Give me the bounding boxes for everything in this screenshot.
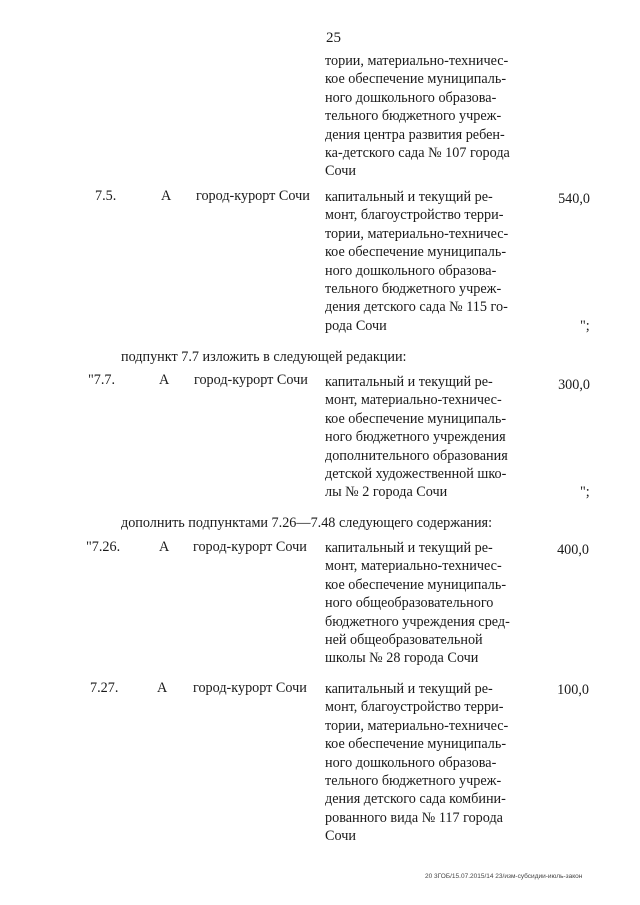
description-line: кое обеспечение муниципаль- — [325, 410, 507, 427]
entry-territory: город-курорт Сочи — [193, 680, 307, 696]
description-line: дения центра развития ребен- — [325, 126, 505, 143]
entry-territory: город-курорт Сочи — [196, 188, 310, 204]
entry-description — [325, 373, 521, 502]
entry-amount: 540,0 — [558, 191, 590, 207]
description-line: тории, материально-техничес- — [325, 717, 509, 734]
description-line: кое обеспечение муниципаль- — [325, 71, 507, 88]
entry-category: А — [159, 539, 170, 555]
entry-territory: город-курорт Сочи — [194, 372, 308, 388]
description-line: бюджетного учреждения сред- — [325, 613, 510, 630]
description-line: ного дошкольного образова- — [325, 262, 497, 279]
description-line: ка-детского сада № 107 города — [325, 145, 510, 162]
description-line: детской художественной шко- — [325, 466, 507, 483]
document-footer: 20 3ГОБ/15.07.2015/14 23/изм-субсидии-июль-закон — [425, 873, 583, 880]
description-line: кое обеспечение муниципаль- — [325, 244, 507, 261]
description-line: тельного бюджетного учреж- — [325, 108, 502, 125]
description-line: лы № 2 города Сочи — [325, 484, 448, 501]
entry-amount: 400,0 — [557, 542, 589, 558]
entry-description — [325, 539, 521, 668]
description-line: дополнительного образования — [325, 447, 508, 464]
continuation-description — [325, 52, 521, 181]
description-line: ного дошкольного образова- — [325, 754, 497, 771]
description-line: монт, материально-техничес- — [325, 392, 502, 409]
description-line: тории, материально-техничес- — [325, 225, 509, 242]
entry-description — [325, 680, 521, 846]
description-line: ного бюджетного учреждения — [325, 429, 506, 446]
entry-number: 7.27. — [90, 680, 119, 696]
description-line: ней общеобразовательной — [325, 632, 483, 649]
entry-category: А — [159, 372, 170, 388]
instruction-paragraph: подпункт 7.7 изложить в следующей редакции: — [121, 349, 407, 365]
entry-category: А — [157, 680, 168, 696]
description-line: тельного бюджетного учреж- — [325, 281, 502, 298]
entry-number: "7.26. — [86, 539, 121, 555]
description-line: ного дошкольного образова- — [325, 89, 497, 106]
description-line: монт, благоустройство терри- — [325, 699, 504, 716]
description-line: ного общеобразовательного — [325, 595, 494, 612]
entry-description — [325, 188, 521, 335]
description-line: дения детского сада комбини- — [325, 791, 506, 808]
description-line: рованного вида № 117 города — [325, 809, 503, 826]
description-line: капитальный и текущий ре- — [325, 374, 493, 390]
entry-amount: 100,0 — [557, 682, 589, 698]
description-line: капитальный и текущий ре- — [325, 681, 493, 697]
description-line: капитальный и текущий ре- — [325, 189, 493, 205]
description-line: монт, материально-техничес- — [325, 558, 502, 575]
instruction-paragraph: дополнить подпунктами 7.26—7.48 следующего содержания: — [121, 515, 493, 531]
description-line: тории, материально-техничес- — [325, 53, 509, 69]
entry-number: "7.7. — [88, 372, 116, 388]
closing-quote: "; — [580, 484, 590, 500]
description-line: рода Сочи — [325, 317, 387, 334]
entry-territory: город-курорт Сочи — [193, 539, 307, 555]
description-line: тельного бюджетного учреж- — [325, 773, 502, 790]
page-number: 25 — [326, 30, 341, 46]
description-line: кое обеспечение муниципаль- — [325, 576, 507, 593]
description-line: дения детского сада № 115 го- — [325, 299, 508, 316]
description-line: кое обеспечение муниципаль- — [325, 736, 507, 753]
description-line: капитальный и текущий ре- — [325, 540, 493, 556]
description-line: Сочи — [325, 828, 356, 845]
entry-category: А — [161, 188, 172, 204]
entry-amount: 300,0 — [558, 377, 590, 393]
closing-quote: "; — [580, 318, 590, 334]
description-line: школы № 28 города Сочи — [325, 650, 479, 667]
entry-number: 7.5. — [95, 188, 117, 204]
description-line: Сочи — [325, 163, 356, 180]
description-line: монт, благоустройство терри- — [325, 207, 504, 224]
